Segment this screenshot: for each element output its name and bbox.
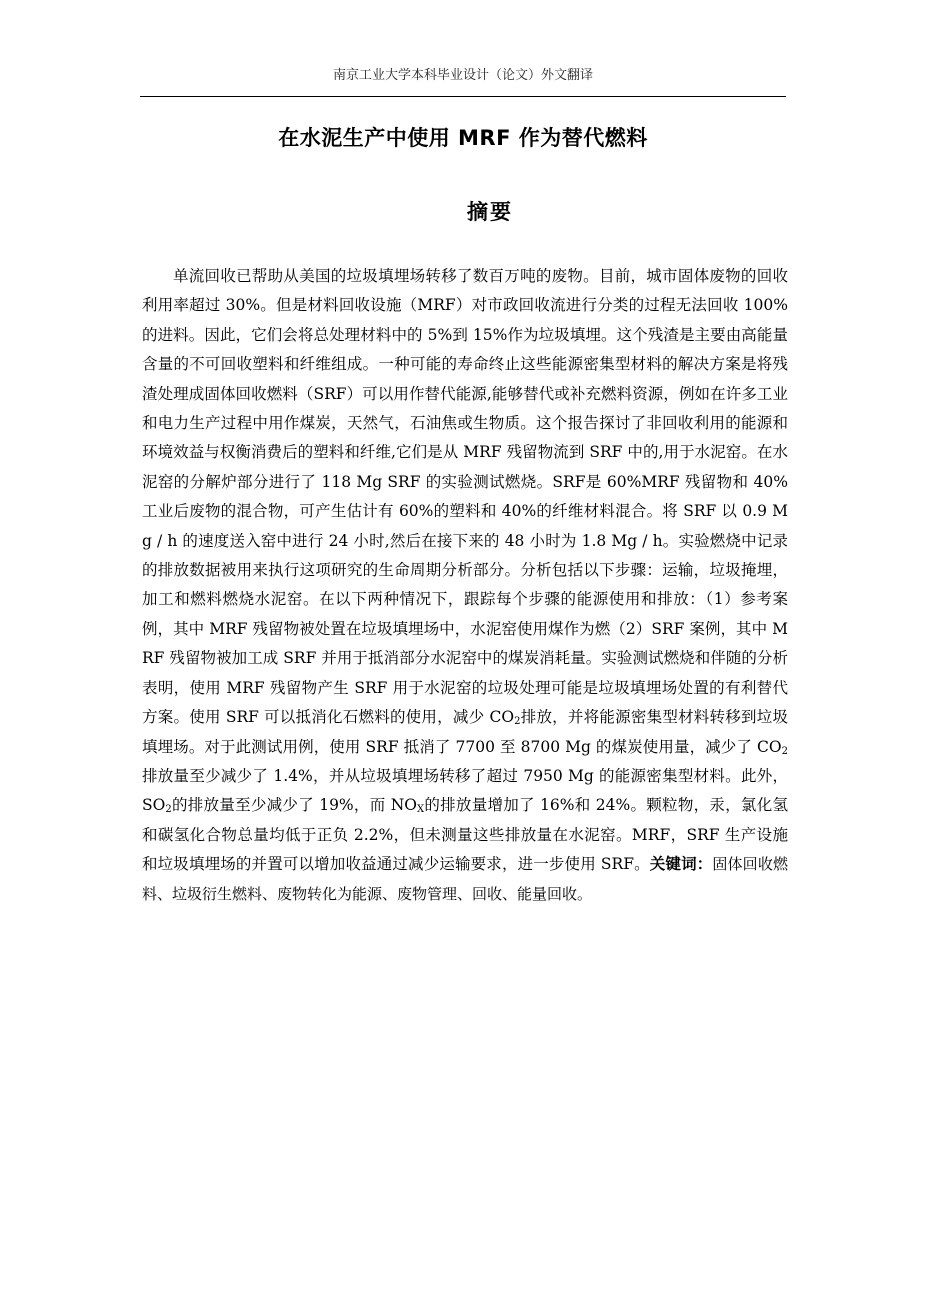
keywords-text: 固体回收燃料、垃圾衍生燃料、废物转化为能源、废物管理、回收、能量回收。 xyxy=(142,855,788,903)
abstract-text-part-1: 单流回收已帮助从美国的垃圾填埋场转移了数百万吨的废物。目前，城市固体废物的回收利用率超过 30%。但是材料回收设施（MRF）对市政回收流进行分类的过程无法回收 100%的进料。因此，它们会将总处理材料中的 5%到 15%作为垃圾填埋。这个残渣是主要由高能量含量的不可回收塑料和纤维组成。一种可能的寿命终止这些能源密集型材料的解决方案是将残渣处理成固体回收燃料（SRF）可以用作替代能源,能够替代或补充燃料资源，例如在许多工业和电力生产过程中用作煤炭，天然气，石油焦或生物质。这个报告探讨了非回收利用的能源和环境效益与权衡消费后的塑料和纤维,它们是从 MRF 残留物流到 SRF 中的,用于水泥窑。在水泥窑的分解炉部分进行了 118 Mg SRF 的实验测试燃烧。SRF是 60%MRF 残留物和 40%工业后废物的混合物，可产生估计有 60%的塑料和 40%的纤维材料混合。将 SRF 以 0.9 Mg / h 的速度送入窑中进行 24 小时,然后在接下来的 48 小时为 1.8 Mg / h。实验燃烧中记录的排放数据被用来执行这项研究的生命周期分析部分。分析包括以下步骤：运输，垃圾掩埋，加工和燃料燃烧水泥窑。在以下两种情况下，跟踪每个步骤的能源使用和排放：（1）参考案例，其中 MRF 残留物被处置在垃圾填埋场中，水泥窑使用煤作为燃（2）SRF 案例，其中 MRF 残留物被加工成 SRF 并用于抵消部分水泥窑中的煤炭消耗量。实验测试燃烧和伴随的分析表明，使用 MRF 残留物产生 SRF 用于水泥窑的垃圾处理可能是垃圾填埋场处置的有利替代方案。使用 SRF 可以抵消化石燃料的使用，减少 CO xyxy=(142,267,788,727)
nox-subscript: X xyxy=(416,804,425,816)
abstract-body xyxy=(142,262,788,909)
header-divider xyxy=(140,96,786,97)
so2-subscript: 2 xyxy=(165,804,172,816)
paper-title: 在水泥生产中使用 MRF 作为替代燃料 xyxy=(278,126,648,150)
keywords-label: 关键词： xyxy=(649,855,713,874)
abstract-text-part-3: 排放量至少减少了 1.4%，并从垃圾填埋场转移了超过 7950 Mg 的能源密集型材料。此外，SO xyxy=(142,766,788,815)
abstract-text-part-4: 的排放量至少减少了 19%，而 NO xyxy=(171,796,417,815)
running-header: 南京工业大学本科毕业设计（论文）外文翻译 xyxy=(332,68,593,83)
abstract-text-part-5: 的排放量增加了 16%和 24%。颗粒物，汞，氯化氢和碳氢化合物总量均低于正负 2.2%，但未测量这些排放量在水泥窑。MRF，SRF 生产设施和垃圾填埋场的并置可以增加收益通过减少运输要求，进一步使用 SRF。 xyxy=(142,796,788,874)
co2-subscript: 2 xyxy=(781,745,788,757)
abstract-text-part-2: 排放，并将能源密集型材料转移到垃圾填埋场。对于此测试用例，使用 SRF 抵消了 7700 至 8700 Mg 的煤炭使用量，减少了 CO xyxy=(142,708,788,756)
abstract-heading: 摘要 xyxy=(467,200,513,224)
co2-subscript: 2 xyxy=(514,716,521,728)
